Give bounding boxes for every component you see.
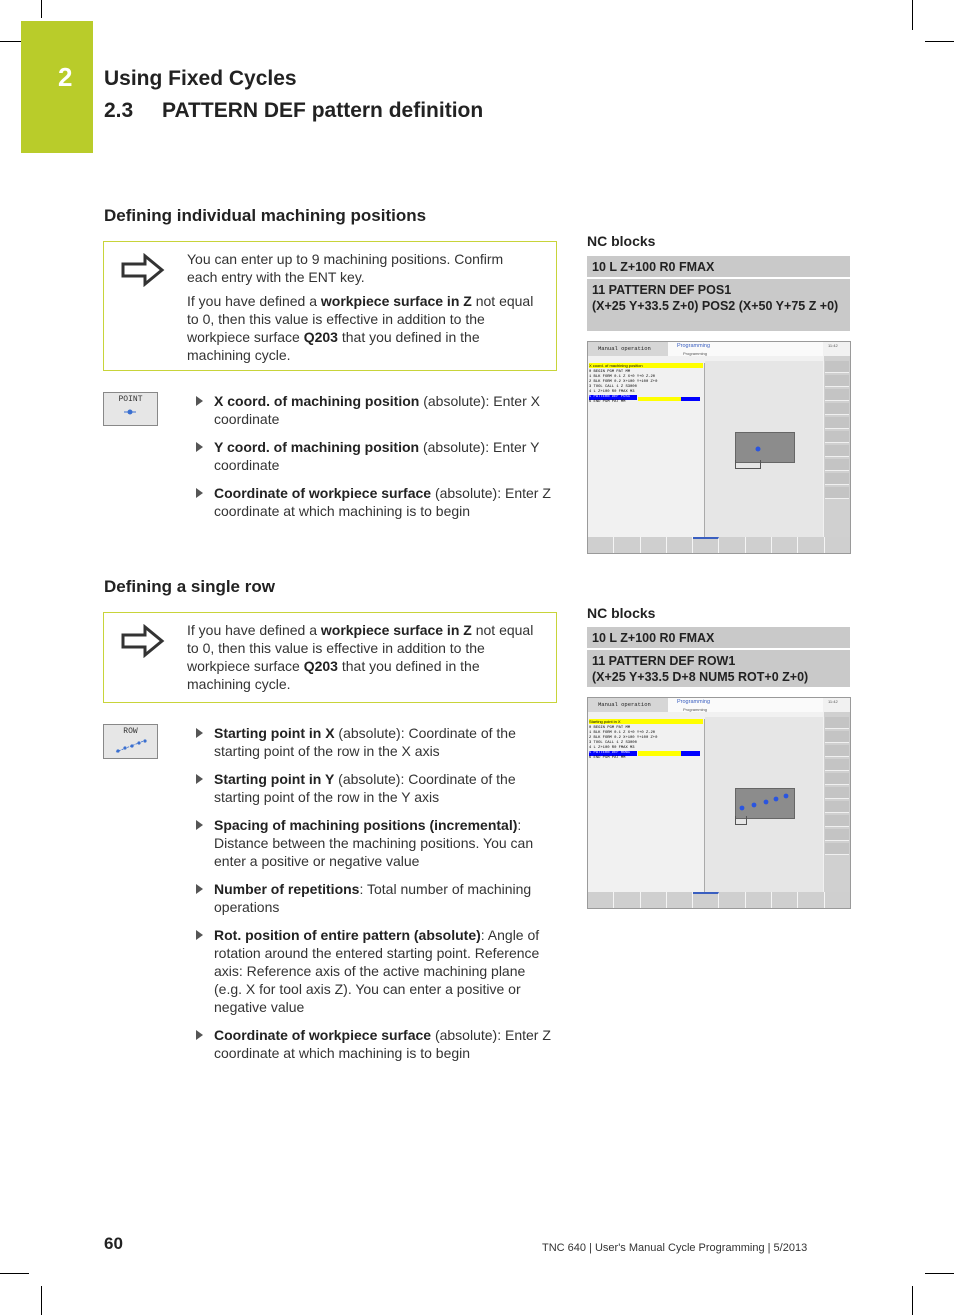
row-pattern-icon	[114, 738, 148, 754]
horizontal-softkey-bar	[588, 892, 850, 908]
mode-manual: Manual operation	[588, 698, 668, 712]
chapter-number: 2	[58, 62, 73, 92]
nc-block: 10 L Z+100 R0 FMAX	[587, 627, 850, 648]
bullet-triangle-icon	[196, 728, 203, 738]
footer-text: TNC 640 | User's Manual Cycle Programming | 5/2013	[542, 1242, 808, 1254]
section2-heading: Defining a single row	[104, 577, 275, 596]
nc-blocks-label: NC blocks	[587, 233, 656, 249]
row-points-icon	[736, 790, 792, 812]
point-softkey[interactable]	[103, 392, 158, 426]
list-item: X coord. of machining position (absolute): Enter X coordinate	[186, 392, 556, 428]
section-title: PATTERN DEF pattern definition	[162, 99, 484, 122]
list-item: Starting point in X (absolute): Coordinate of the starting point of the row in the X axis	[186, 724, 556, 760]
section-number: 2.3	[104, 99, 134, 122]
workpiece-graphic	[735, 432, 795, 463]
program-listing: 0 BEGIN PGM PAT MM 1 BLK FORM 0.1 Z X+0 Y+0 Z-20 2 BLK FORM 0.2 X+100 Y+100 Z+0 3 TOOL CALL 1 Z S3000 4 L Z+100 R0 FMAX M3 5 PATTERN DEF POS1 6 END PGM PAT MM	[589, 370, 658, 404]
prompt-bar: X coord. of machining position	[589, 363, 703, 368]
bullet-triangle-icon	[196, 884, 203, 894]
position-point-icon	[753, 445, 763, 453]
section2-param-list	[186, 724, 556, 1072]
bullet-triangle-icon	[196, 930, 203, 940]
list-item: Starting point in Y (absolute): Coordinate of the starting point of the row in the Y axis	[186, 770, 556, 806]
list-item: Number of repetitions: Total number of machining operations	[186, 880, 556, 916]
bullet-triangle-icon	[196, 1030, 203, 1040]
softkey-label: ROW	[123, 727, 138, 736]
horizontal-softkey-bar	[588, 537, 850, 553]
section2-note-box	[103, 612, 557, 703]
list-item: Y coord. of machining position (absolute): Enter Y coordinate	[186, 438, 556, 474]
point-icon	[124, 407, 136, 417]
mode-programming: Programming Programming	[668, 698, 823, 712]
tnc-screenshot-2	[587, 697, 851, 909]
note-paragraph: You can enter up to 9 machining positions. Confirm each entry with the ENT key.	[187, 251, 504, 285]
section2-note-text	[187, 621, 537, 699]
arrow-right-icon	[121, 253, 165, 287]
note-paragraph: If you have defined a workpiece surface in Z not equal to 0, then this value is effective in addition to the workpiece surface Q203 that you defined in the machining cycle.	[187, 293, 534, 363]
note-paragraph: If you have defined a workpiece surface in Z not equal to 0, then this value is effective in addition to the workpiece surface Q203 that you defined in the machining cycle.	[187, 622, 534, 692]
section1-note-text	[187, 250, 537, 370]
list-item: Rot. position of entire pattern (absolute): Angle of rotation around the entered starting point. Reference axis: Reference axis of the active machining plane (e.g. X for tool axis Z). You can enter a positive or negative value	[186, 926, 556, 1016]
section1-heading: Defining individual machining positions	[104, 206, 427, 225]
bullet-triangle-icon	[196, 820, 203, 830]
prompt-bar: Starting point in X	[589, 719, 703, 724]
bullet-triangle-icon	[196, 396, 203, 406]
nc-block: 11 PATTERN DEF POS1 (X+25 Y+33.5 Z+0) POS2 (X+50 Y+75 Z +0)	[587, 279, 850, 331]
section1-note-box	[103, 241, 557, 371]
vertical-softkey-bar	[824, 356, 850, 537]
chapter-title: Using Fixed Cycles	[104, 67, 297, 90]
bullet-triangle-icon	[196, 774, 203, 784]
mode-programming: Programming Programming	[668, 342, 823, 356]
page-number: 60	[104, 1234, 123, 1253]
softkey-label: POINT	[118, 395, 143, 404]
chapter-tab	[21, 21, 93, 153]
nc-block: 11 PATTERN DEF ROW1 (X+25 Y+33.5 D+8 NUM5 ROT+0 Z+0)	[587, 650, 850, 687]
tnc-screenshot-1	[587, 341, 851, 554]
bullet-triangle-icon	[196, 442, 203, 452]
mode-manual: Manual operation	[588, 342, 668, 356]
bullet-triangle-icon	[196, 488, 203, 498]
nc-blocks-label: NC blocks	[587, 605, 656, 621]
clock: 11:42	[828, 699, 838, 704]
list-item: Coordinate of workpiece surface (absolute): Enter Z coordinate at which machining is to begin	[186, 1026, 556, 1062]
arrow-right-icon	[121, 624, 165, 658]
program-listing: 0 BEGIN PGM PAT MM 1 BLK FORM 0.1 Z X+0 Y+0 Z-20 2 BLK FORM 0.2 X+100 Y+100 Z+0 3 TOOL CALL 1 Z S3000 4 L Z+100 R0 FMAX M3 5 PATTERN DEF ROW1 6 END PGM PAT MM	[589, 726, 658, 760]
section1-param-list	[186, 392, 556, 530]
list-item: Spacing of machining positions (incremental): Distance between the machining positions. You can enter a positive or negative value	[186, 816, 556, 870]
row-softkey[interactable]	[103, 724, 158, 759]
list-item: Coordinate of workpiece surface (absolute): Enter Z coordinate at which machining is to begin	[186, 484, 556, 520]
nc-block: 10 L Z+100 R0 FMAX	[587, 256, 850, 277]
clock: 11:42	[828, 343, 838, 348]
vertical-softkey-bar	[824, 712, 850, 892]
